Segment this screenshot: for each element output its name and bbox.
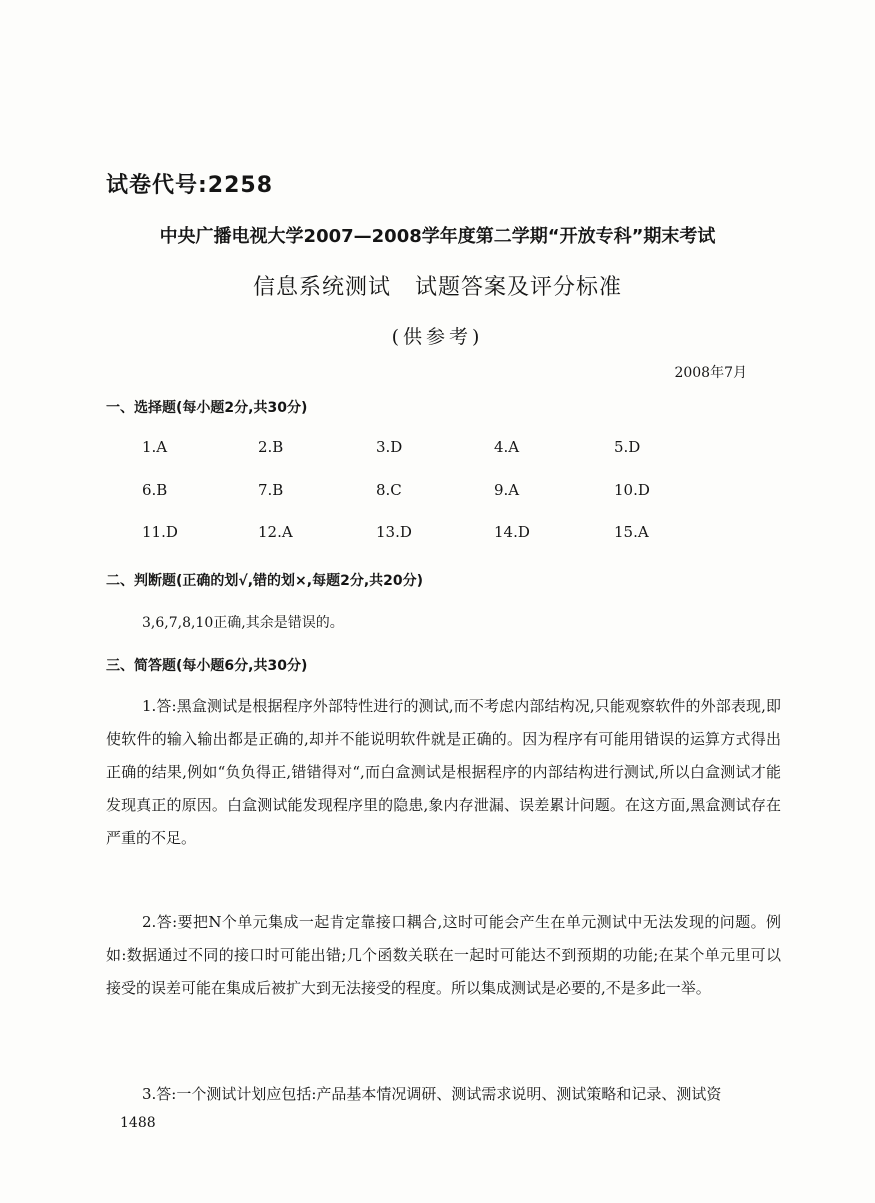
document-date: 2008年7月 — [674, 365, 747, 381]
answer-item: 11.D — [142, 523, 178, 541]
answer-item: 3.D — [376, 438, 403, 456]
section-heading-short-answer: 三、简答题(每小题6分,共30分) — [106, 658, 308, 674]
title-course: 信息系统测试 — [252, 275, 391, 300]
answer-item: 13.D — [376, 523, 412, 541]
answer-item: 1.A — [142, 438, 168, 456]
answer-item: 6.B — [142, 481, 168, 499]
judgment-answer: 3,6,7,8,10正确,其余是错误的。 — [142, 615, 344, 631]
title-subtitle: 试题答案及评分标准 — [415, 275, 623, 300]
reference-note: (供参考) — [391, 326, 484, 348]
exam-header: 中央广播电视大学2007—2008学年度第二学期“开放专科”期末考试 — [159, 226, 716, 247]
short-answer-2: 2.答:要把N个单元集成一起肯定靠接口耦合,这时可能会产生在单元测试中无法发现的问题。例如:数据通过不同的接口时可能出错;几个函数关联在一起时可能达不到预期的功能;在某个单元里可以接受的误差可能在集成后被扩大到无法接受的程度。所以集成测试是必要的,不是多此一举。 — [106, 913, 781, 997]
exam-code: 试卷代号:2258 — [106, 173, 274, 198]
answer-item: 14.D — [494, 523, 530, 541]
short-answer-3: 3.答:一个测试计划应包括:产品基本情况调研、测试需求说明、测试策略和记录、测试资 — [142, 1085, 722, 1103]
answer-item: 12.A — [258, 523, 293, 541]
answer-item: 15.A — [614, 523, 649, 541]
answer-item: 5.D — [614, 438, 641, 456]
answer-item: 7.B — [258, 481, 284, 499]
document-title — [0, 270, 875, 301]
answer-item: 10.D — [614, 481, 650, 499]
section-heading-judgment: 二、判断题(正确的划√,错的划×,每题2分,共20分) — [106, 573, 424, 589]
answer-item: 2.B — [258, 438, 284, 456]
answer-item: 4.A — [494, 438, 520, 456]
page-number: 1488 — [120, 1115, 156, 1131]
section-heading-choice: 一、选择题(每小题2分,共30分) — [106, 400, 308, 416]
answer-item: 9.A — [494, 481, 520, 499]
answer-item: 8.C — [376, 481, 402, 499]
short-answer-1: 1.答:黑盒测试是根据程序外部特性进行的测试,而不考虑内部结构况,只能观察软件的外部表现,即使软件的输入输出都是正确的,却并不能说明软件就是正确的。因为程序有可能用错误的运算方式得出正确的结果,例如“负负得正,错错得对“,而白盒测试是根据程序的内部结构进行测试,所以白盒测试才能发现真正的原因。白盒测试能发现程序里的隐患,象内存泄漏、误差累计问题。在这方面,黑盒测试存在严重的不足。 — [106, 697, 781, 847]
